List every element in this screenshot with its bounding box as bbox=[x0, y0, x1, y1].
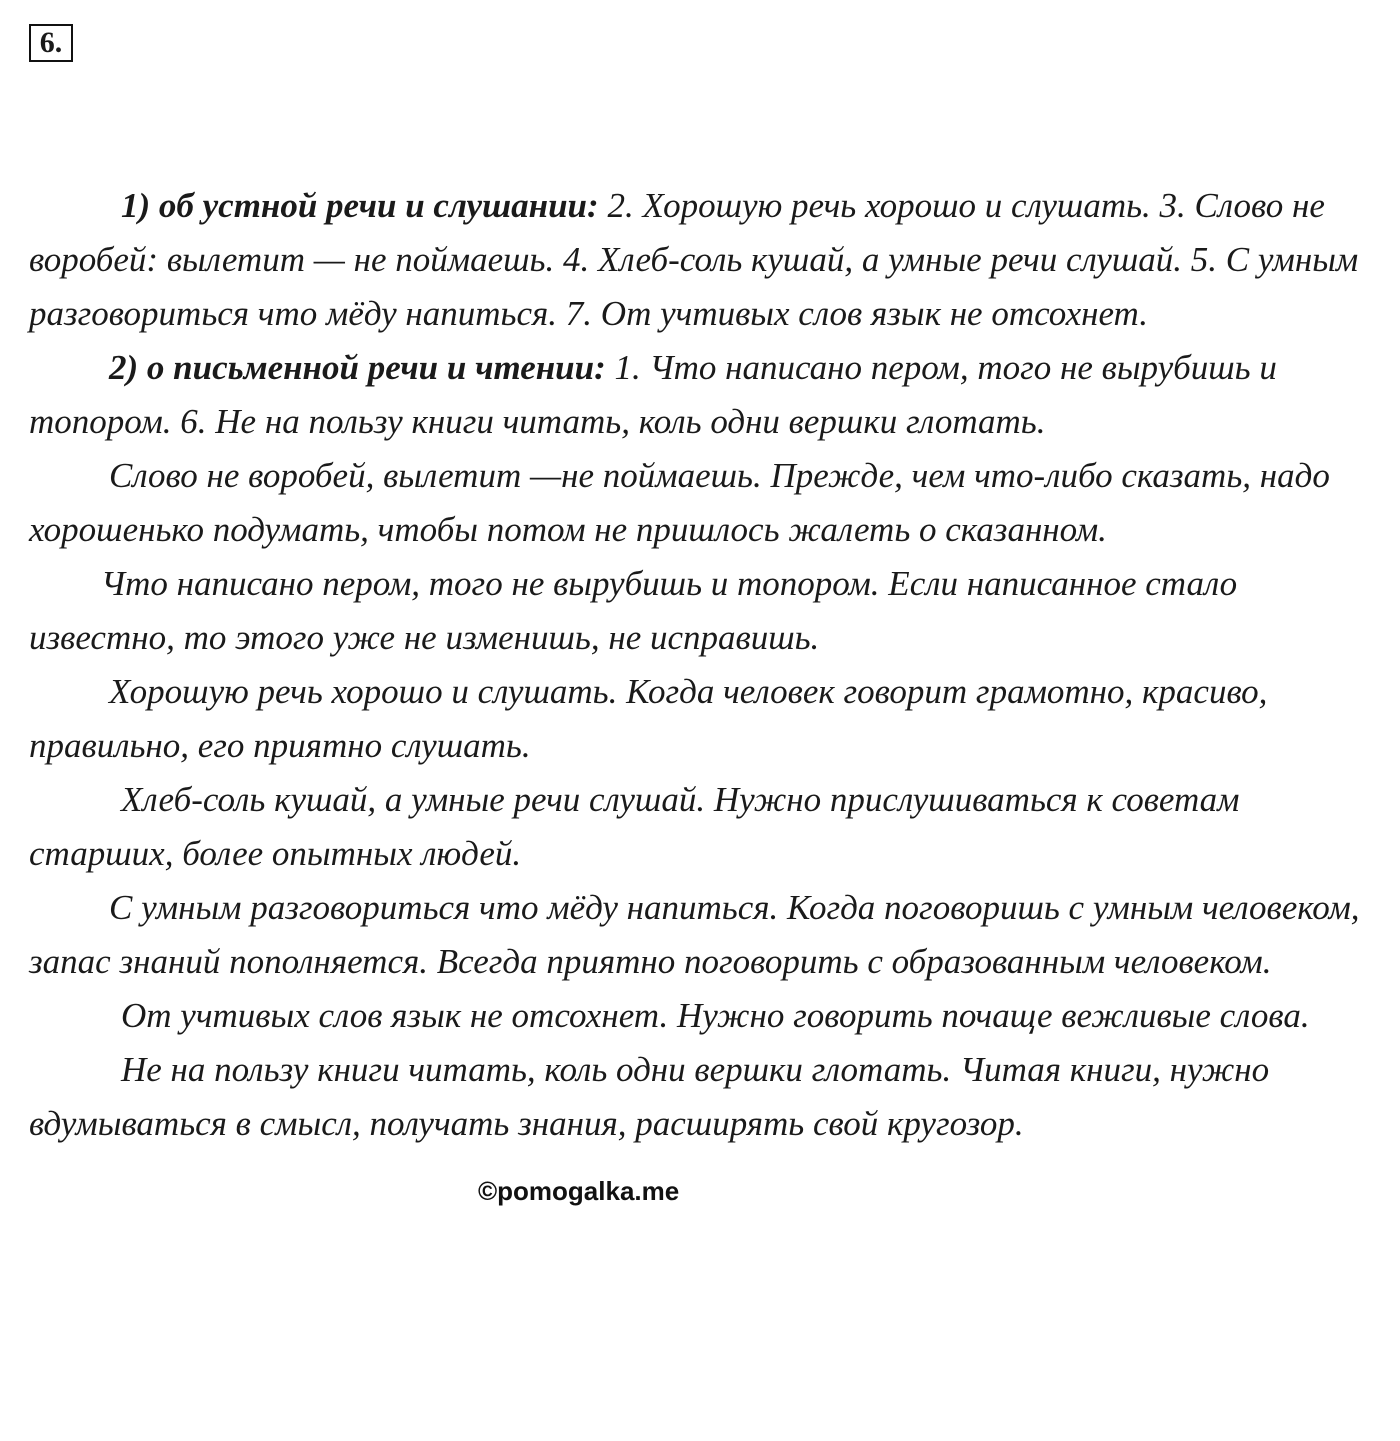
paragraph-text: Слово не воробей, вылетит —не поймаешь. Прежде, чем что-либо сказать, надо хорошенько подумать, чтобы потом не пришлось жалеть о сказанном. bbox=[29, 456, 1330, 549]
paragraph-lead: 1) об устной речи и слушании: bbox=[121, 186, 599, 225]
paragraph-text: 2. Хорошую речь хорошо и слушать. 3. Слово не воробей: вылетит — не поймаешь. 4. Хлеб-соль кушай, а умные речи слушай. 5. С умным разговориться что мёду напиться. 7. От учтивых слов язык не отсохнет. bbox=[29, 186, 1359, 333]
paragraph-text: Что написано пером, того не вырубишь и топором. Если написанное стало известно, то этого уже не изменишь, не исправишь. bbox=[29, 564, 1238, 657]
watermark: ©pomogalka.me bbox=[475, 1176, 682, 1207]
paragraph-written-speech bbox=[29, 341, 1374, 449]
paragraph-text: 1. Что написано пером, того не вырубишь и топором. 6. Не на пользу книги читать, коль одни вершки глотать. bbox=[29, 348, 1277, 441]
paragraph-explanation bbox=[29, 557, 1374, 665]
paragraph-text: Хлеб-соль кушай, а умные речи слушай. Нужно прислушиваться к советам старших, более опытных людей. bbox=[29, 780, 1240, 873]
paragraph-explanation bbox=[29, 773, 1374, 881]
paragraph-explanation bbox=[29, 449, 1374, 557]
paragraph-text: От учтивых слов язык не отсохнет. Нужно говорить почаще вежливые слова. bbox=[121, 996, 1310, 1035]
paragraph-explanation bbox=[29, 665, 1374, 773]
paragraph-text: С умным разговориться что мёду напиться. Когда поговоришь с умным человеком, запас знаний пополняется. Всегда приятно поговорить с образованным человеком. bbox=[29, 888, 1360, 981]
task-number-box: 6. bbox=[29, 24, 73, 62]
paragraph-oral-speech bbox=[29, 179, 1374, 341]
paragraph-explanation bbox=[29, 989, 1374, 1043]
paragraph-explanation bbox=[29, 881, 1374, 989]
paragraph-text: Не на пользу книги читать, коль одни вершки глотать. Читая книги, нужно вдумываться в смысл, получать знания, расширять свой кругозор. bbox=[29, 1050, 1270, 1143]
paragraph-explanation bbox=[29, 1043, 1374, 1151]
paragraph-text: Хорошую речь хорошо и слушать. Когда человек говорит грамотно, красиво, правильно, его приятно слушать. bbox=[29, 672, 1268, 765]
paragraph-lead: 2) о письменной речи и чтении: bbox=[109, 348, 606, 387]
answer-text bbox=[29, 179, 1374, 1151]
